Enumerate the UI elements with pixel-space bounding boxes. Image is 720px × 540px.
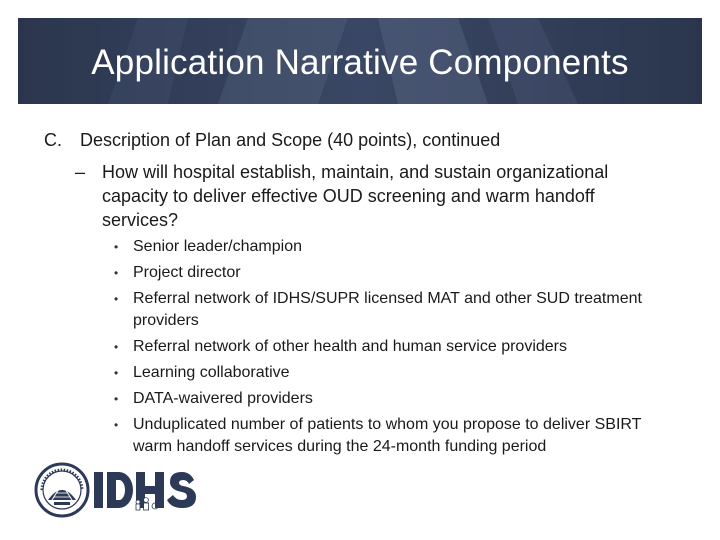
section-heading xyxy=(44,128,500,152)
bullet-marker: • xyxy=(114,340,119,354)
bullet-text: DATA-waivered providers xyxy=(133,390,313,407)
bullet-text: Learning collaborative xyxy=(133,364,290,381)
list-item xyxy=(114,336,674,358)
section-text: Description of Plan and Scope (40 points), continued xyxy=(80,130,501,150)
slide-title: Application Narrative Components xyxy=(91,43,629,82)
bullet-marker: • xyxy=(114,240,119,254)
section-marker: C. xyxy=(44,130,62,150)
question-item xyxy=(75,160,675,232)
bullet-marker: • xyxy=(114,392,119,406)
bullet-text: Referral network of other health and human service providers xyxy=(133,338,567,355)
question-dash: – xyxy=(75,162,86,182)
bullet-text: Referral network of IDHS/SUPR licensed MAT and other SUD treatment providers xyxy=(133,290,642,329)
question-text: How will hospital establish, maintain, and sustain organizational capacity to deliver effective OUD screening and warm handoff services? xyxy=(102,162,609,230)
bullet-marker: • xyxy=(114,292,119,306)
list-item xyxy=(114,362,674,384)
title-banner xyxy=(18,18,702,104)
list-item xyxy=(114,288,674,332)
bullet-list xyxy=(114,236,674,462)
bullet-marker: • xyxy=(114,266,119,280)
idhs-logo xyxy=(34,462,204,518)
list-item xyxy=(114,262,674,284)
bullet-text: Unduplicated number of patients to whom you propose to deliver SBIRT warm handoff services during the 24-month funding period xyxy=(133,416,642,455)
list-item xyxy=(114,414,674,458)
list-item xyxy=(114,236,674,258)
list-item xyxy=(114,388,674,410)
bullet-text: Project director xyxy=(133,264,241,281)
state-seal-icon xyxy=(36,464,88,516)
bullet-text: Senior leader/champion xyxy=(133,238,302,255)
bullet-marker: • xyxy=(114,366,119,380)
bullet-marker: • xyxy=(114,418,119,432)
